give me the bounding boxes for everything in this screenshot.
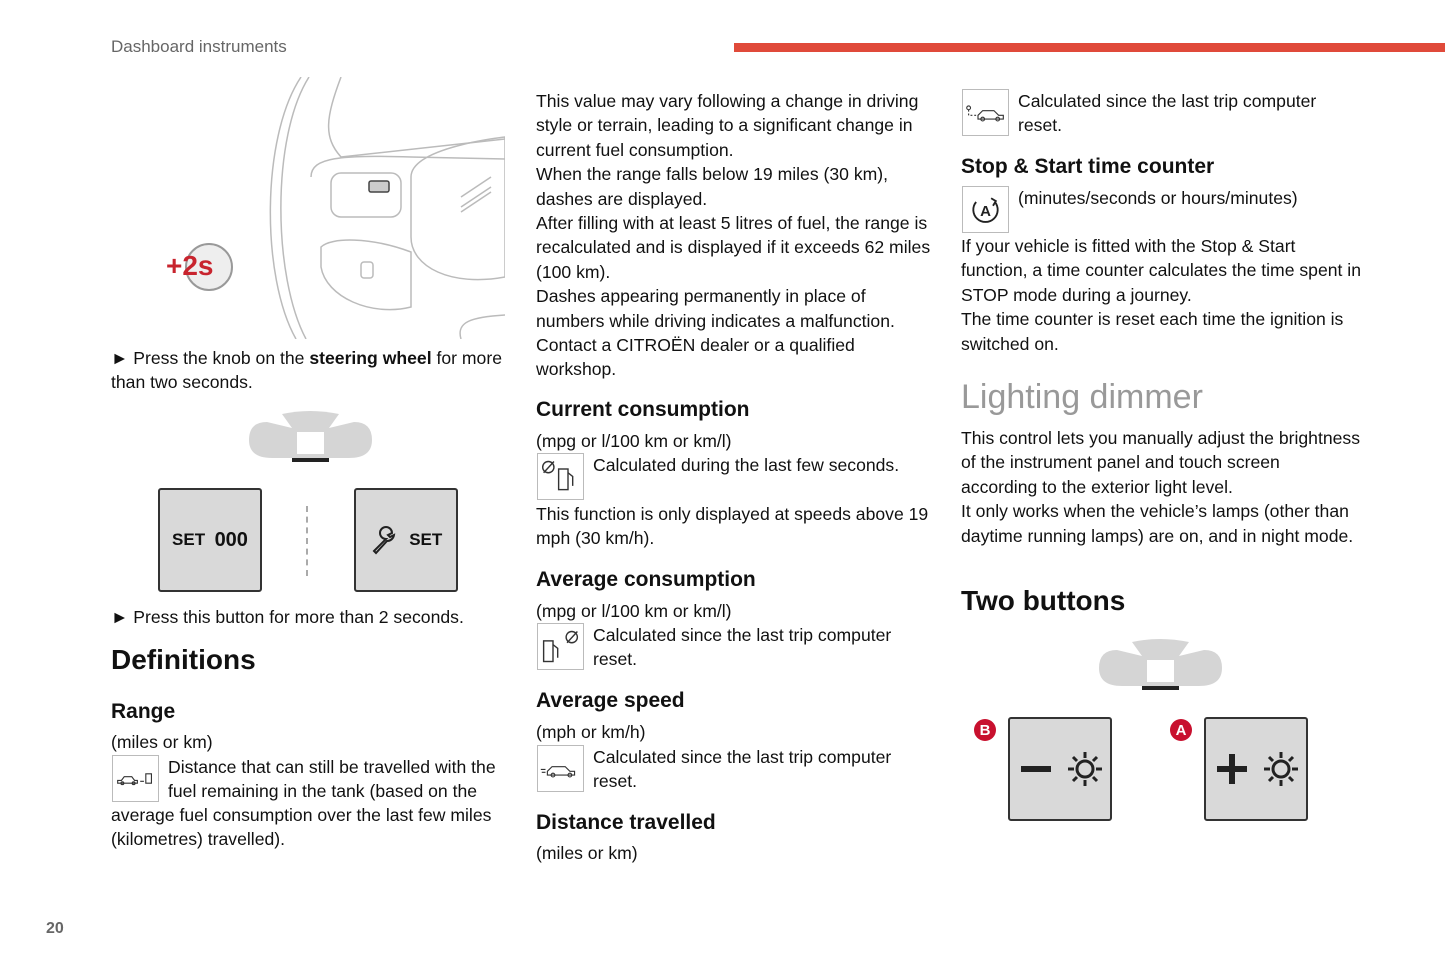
distance-text: Calculated since the last trip computer reset. (1018, 91, 1317, 136)
page-number: 20 (46, 920, 64, 937)
current-text: Calculated during the last few seconds. (593, 455, 900, 475)
wrench-icon (370, 525, 400, 555)
distance-units: (miles or km) (536, 843, 638, 863)
average-speed-heading: Average speed (536, 689, 685, 712)
average-consumption-heading: Average consumption (536, 568, 756, 591)
distance-travelled-icon (962, 89, 1009, 136)
badge-b: B (974, 719, 996, 741)
current-consumption-heading: Current consumption (536, 398, 750, 421)
average-speed-icon (537, 745, 584, 792)
step-press-knob: ► Press the knob on the steering wheel for more than two seconds. (111, 348, 502, 393)
range-heading: Range (111, 700, 176, 723)
distance-travelled-heading: Distance travelled (536, 811, 716, 834)
average-text: Calculated since the last trip computer reset. (593, 625, 892, 670)
divider (306, 506, 308, 576)
average-consumption-icon (537, 623, 584, 670)
minus-brightness-icon (1015, 744, 1105, 794)
current-units: (mpg or l/100 km or km/l) (536, 431, 732, 451)
stop-start-text: If your vehicle is fitted with the Stop & Start function, a time counter calculates the time spent in STOP mode during a journey. The time counter is reset each time the ignition is switched on. (961, 236, 1361, 354)
badge-a: A (1170, 719, 1192, 741)
average-units: (mpg or l/100 km or km/l) (536, 601, 732, 621)
stop-start-icon (962, 186, 1009, 233)
lighting-dimmer-text: This control lets you manually adjust the brightness of the instrument panel and touch screen according to the exterior light level. It only works when the vehicle’s lamps (other than daytime running lamps) are on, and in night mode. (961, 428, 1360, 546)
current-note: This function is only displayed at speeds above 19 mph (30 km/h). (536, 504, 929, 549)
range-icon (112, 755, 159, 802)
timer-2s-icon: +2s (169, 242, 229, 292)
plus-brightness-icon (1211, 744, 1301, 794)
set-service-button[interactable]: SET (354, 488, 458, 592)
speed-units: (mph or km/h) (536, 722, 646, 742)
dimmer-decrease-button[interactable] (1008, 717, 1112, 821)
range-text-b: average fuel consumption over the last few miles (kilometres) travelled). (111, 805, 492, 850)
step-press-button: ► Press this button for more than 2 seconds. (111, 607, 464, 627)
two-buttons-heading: Two buttons (961, 585, 1126, 616)
stop-start-heading: Stop & Start time counter (961, 155, 1215, 178)
stop-start-units: (minutes/seconds or hours/minutes) (1018, 188, 1298, 208)
svg-text:A: A (980, 203, 991, 221)
header-accent-bar (734, 43, 1445, 52)
set-odometer-button[interactable]: SET 000 (158, 488, 262, 592)
instrument-cluster-icon (1097, 638, 1224, 697)
range-details: This value may vary following a change in driving style or terrain, leading to a significant change in current fuel consumption. When the range falls below 19 miles (30 km), dashes are displayed. After filling with at least 5 litres of fuel, the range is recalculated and is displayed if it exceeds 62 miles (100 km). Dashes appearing permanently in place of numbers while driving indicates a malfunction. Contact a CITROËN dealer or a qualified workshop. (536, 91, 931, 380)
speed-text: Calculated since the last trip computer reset. (593, 747, 892, 792)
definitions-heading: Definitions (111, 644, 256, 675)
steering-wheel-illustration (111, 77, 505, 339)
dimmer-increase-button[interactable] (1204, 717, 1308, 821)
range-text-a: Distance that can still be travelled with the fuel remaining in the tank (based on the (168, 757, 496, 802)
lighting-dimmer-heading: Lighting dimmer (961, 378, 1203, 416)
section-title: Dashboard instruments (111, 37, 287, 56)
range-units: (miles or km) (111, 732, 213, 752)
instrument-cluster-icon (247, 410, 374, 469)
current-consumption-icon (537, 453, 584, 500)
